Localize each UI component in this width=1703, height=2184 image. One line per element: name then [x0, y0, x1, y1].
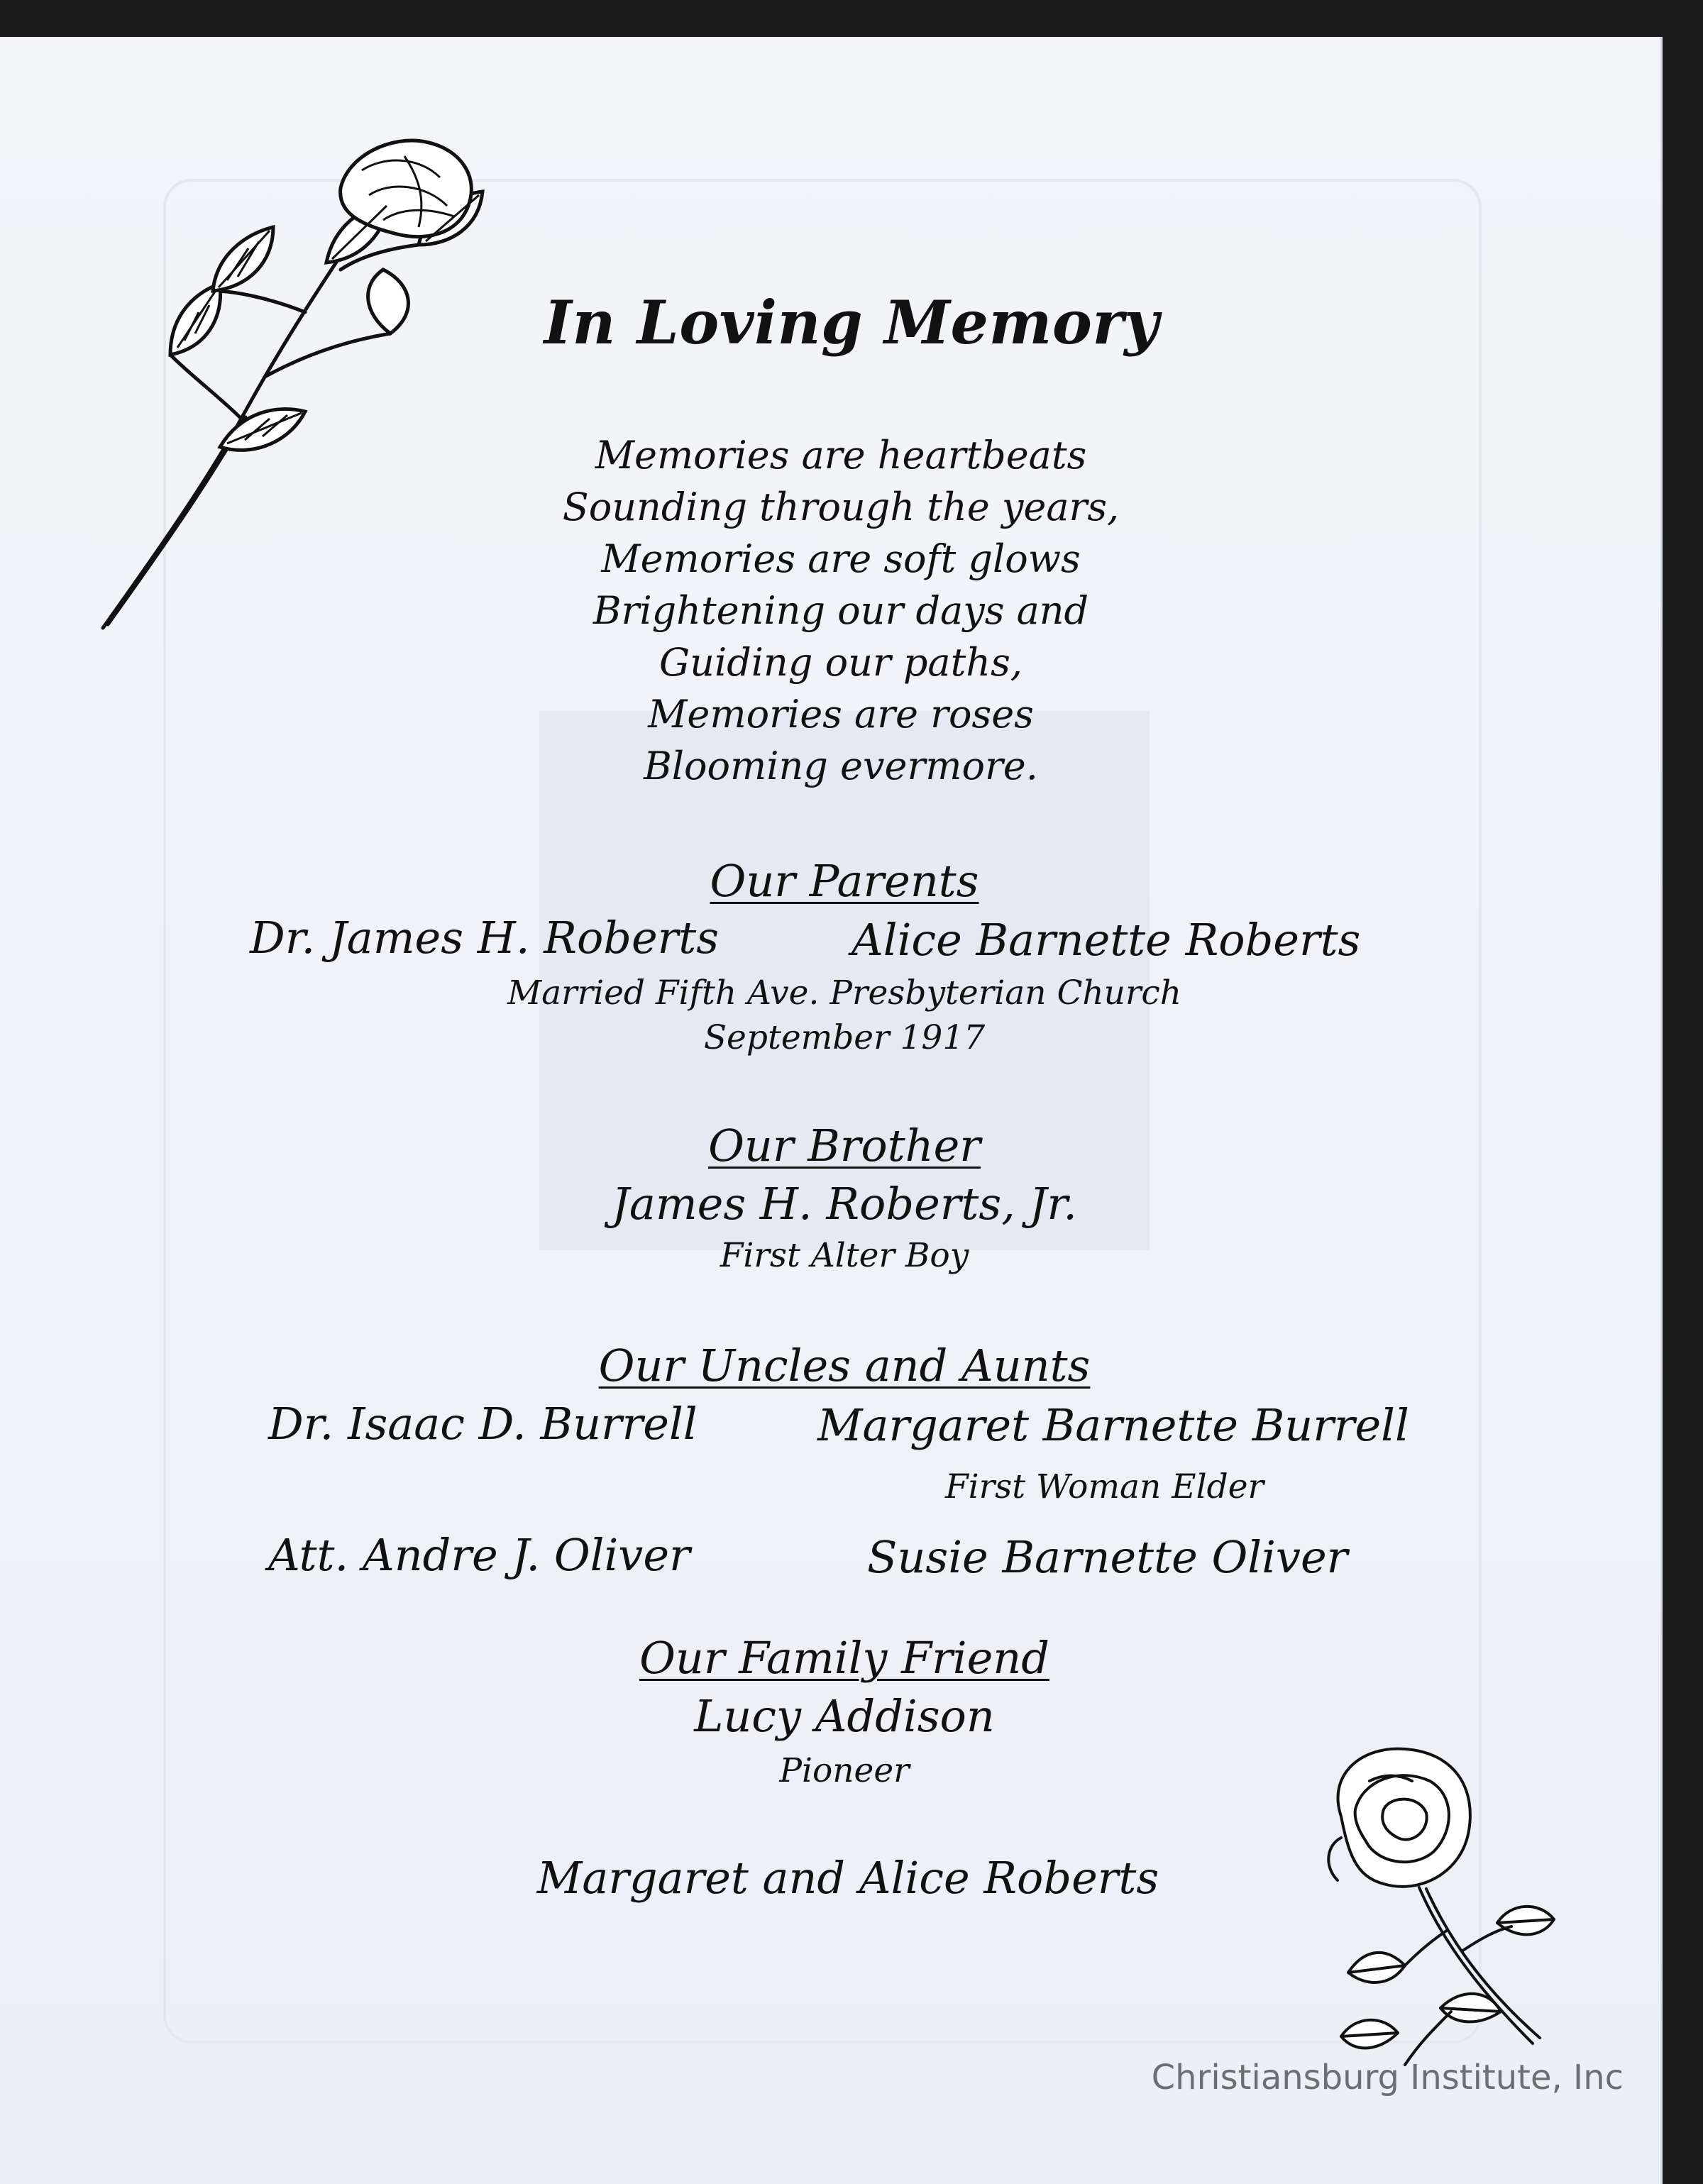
- friend-name: Lucy Addison: [694, 1690, 995, 1742]
- father-name: Dr. James H. Roberts: [250, 912, 720, 964]
- uncle-oliver: Att. Andre J. Oliver: [268, 1529, 690, 1581]
- poem-line: Memories are heartbeats: [595, 433, 1087, 478]
- poem-line: Sounding through the years,: [562, 485, 1120, 529]
- friend-note: Pioneer: [779, 1751, 910, 1790]
- marriage-place: Married Fifth Ave. Presbyterian Church: [507, 974, 1182, 1013]
- poem-line: Memories are soft glows: [601, 536, 1081, 581]
- memorial-poem: [0, 429, 1682, 792]
- brother-name: James H. Roberts, Jr.: [612, 1178, 1077, 1230]
- poem-line: Guiding our paths,: [659, 640, 1023, 685]
- signature: Margaret and Alice Roberts: [536, 1852, 1159, 1904]
- watermark: Christiansburg Institute, Inc: [1151, 2058, 1624, 2097]
- parents-heading: Our Parents: [710, 855, 979, 907]
- uncle-burrell: Dr. Isaac D. Burrell: [268, 1398, 698, 1450]
- poem-line: Memories are roses: [648, 692, 1034, 737]
- aunt-oliver: Susie Barnette Oliver: [867, 1531, 1348, 1583]
- aunt-burrell: Margaret Barnette Burrell: [817, 1399, 1409, 1451]
- uncles-aunts-heading: Our Uncles and Aunts: [598, 1340, 1091, 1391]
- brother-note: First Alter Boy: [720, 1236, 969, 1275]
- brother-heading: Our Brother: [708, 1120, 981, 1171]
- mother-name: Alice Barnette Roberts: [852, 914, 1361, 966]
- aunt-burrell-note: First Woman Elder: [945, 1467, 1264, 1506]
- poem-line: Blooming evermore.: [644, 744, 1038, 788]
- friend-heading: Our Family Friend: [639, 1632, 1049, 1684]
- poem-line: Brightening our days and: [593, 588, 1089, 633]
- marriage-date: September 1917: [703, 1018, 986, 1057]
- page-title: In Loving Memory: [544, 287, 1159, 358]
